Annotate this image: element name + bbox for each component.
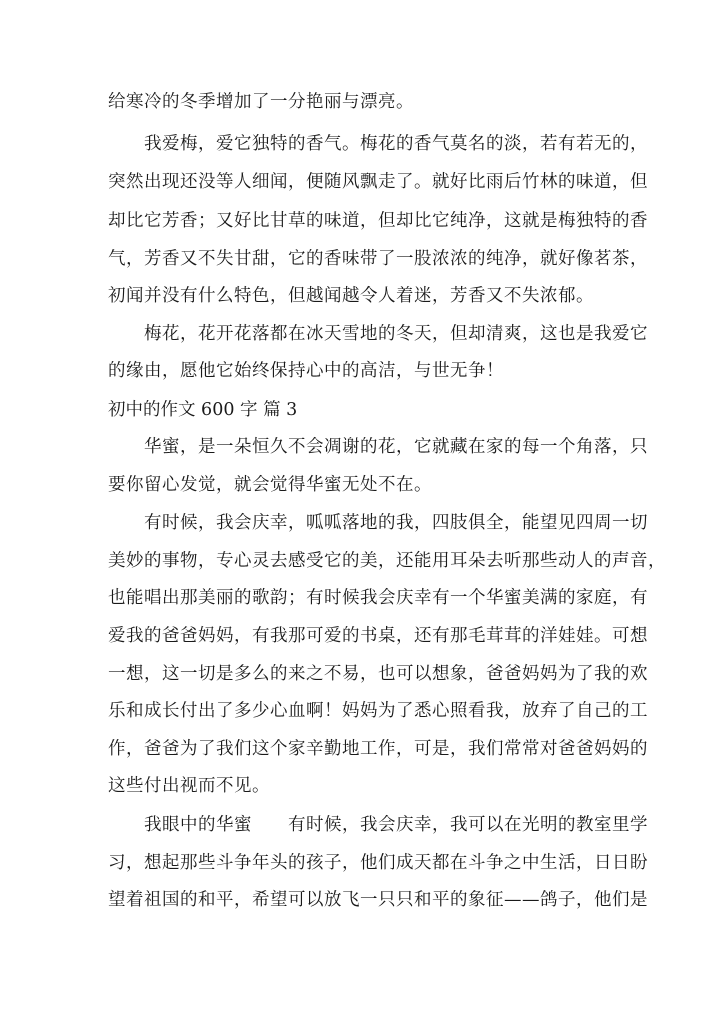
paragraph-line: 的缘由，愿他它始终保持心中的高洁，与世无争！ [108,361,504,381]
paragraph-line: 给寒冷的冬季增加了一分艳丽与漂亮。 [108,92,414,112]
paragraph-line: 却比它芳香；又好比甘草的味道，但却比它纯净，这就是梅独特的香 [108,211,648,231]
paragraph-line: 华蜜，是一朵恒久不会凋谢的花，它就藏在家的每一个角落，只 [144,437,648,457]
paragraph-line: 要你留心发觉，就会觉得华蜜无处不在。 [108,475,432,495]
paragraph-line: 望着祖国的和平，希望可以放飞一只只和平的象征——鸽子，他们是 [108,890,648,910]
paragraph-line: 初闻并没有什么特色，但越闻越令人着迷，芳香又不失浓郁。 [108,286,594,306]
paragraph-line: 习，想起那些斗争年头的孩子，他们成天都在斗争之中生活，日日盼 [108,853,648,873]
paragraph-line: 气，芳香又不失甘甜，它的香味带了一股浓浓的纯净，就好像茗茶， [108,249,648,269]
paragraph-line: 一想，这一切是多么的来之不易，也可以想象，爸爸妈妈为了我的欢 [108,664,648,684]
paragraph-line: 有时候，我会庆幸，呱呱落地的我，四肢俱全，能望见四周一切 [144,513,648,533]
paragraph-line: 乐和成长付出了多少心血啊！妈妈为了悉心照看我，放弃了自己的工 [108,701,648,721]
paragraph-line: 美妙的事物，专心灵去感受它的美，还能用耳朵去听那些动人的声音， [108,551,666,571]
paragraph-line: 突然出现还没等人细闻，便随风飘走了。就好比雨后竹林的味道，但 [108,172,648,192]
paragraph-line: 也能唱出那美丽的歌韵；有时候我会庆幸有一个华蜜美满的家庭，有 [108,588,648,608]
paragraph-line: 爱我的爸爸妈妈，有我那可爱的书桌，还有那毛茸茸的洋娃娃。可想 [108,626,648,646]
paragraph-line: 作，爸爸为了我们这个家辛勤地工作，可是，我们常常对爸爸妈妈的 [108,739,648,759]
paragraph-line: 我眼中的华蜜 有时候，我会庆幸，我可以在光明的教室里学 [144,815,648,835]
section-heading: 初中的作文 600 字 篇 3 [108,400,298,420]
paragraph-line: 梅花，花开花落都在冰天雪地的冬天，但却清爽，这也是我爱它 [144,324,648,344]
paragraph-line: 这些付出视而不见。 [108,776,270,796]
paragraph-line: 我爱梅，爱它独特的香气。梅花的香气莫名的淡，若有若无的， [144,134,648,154]
